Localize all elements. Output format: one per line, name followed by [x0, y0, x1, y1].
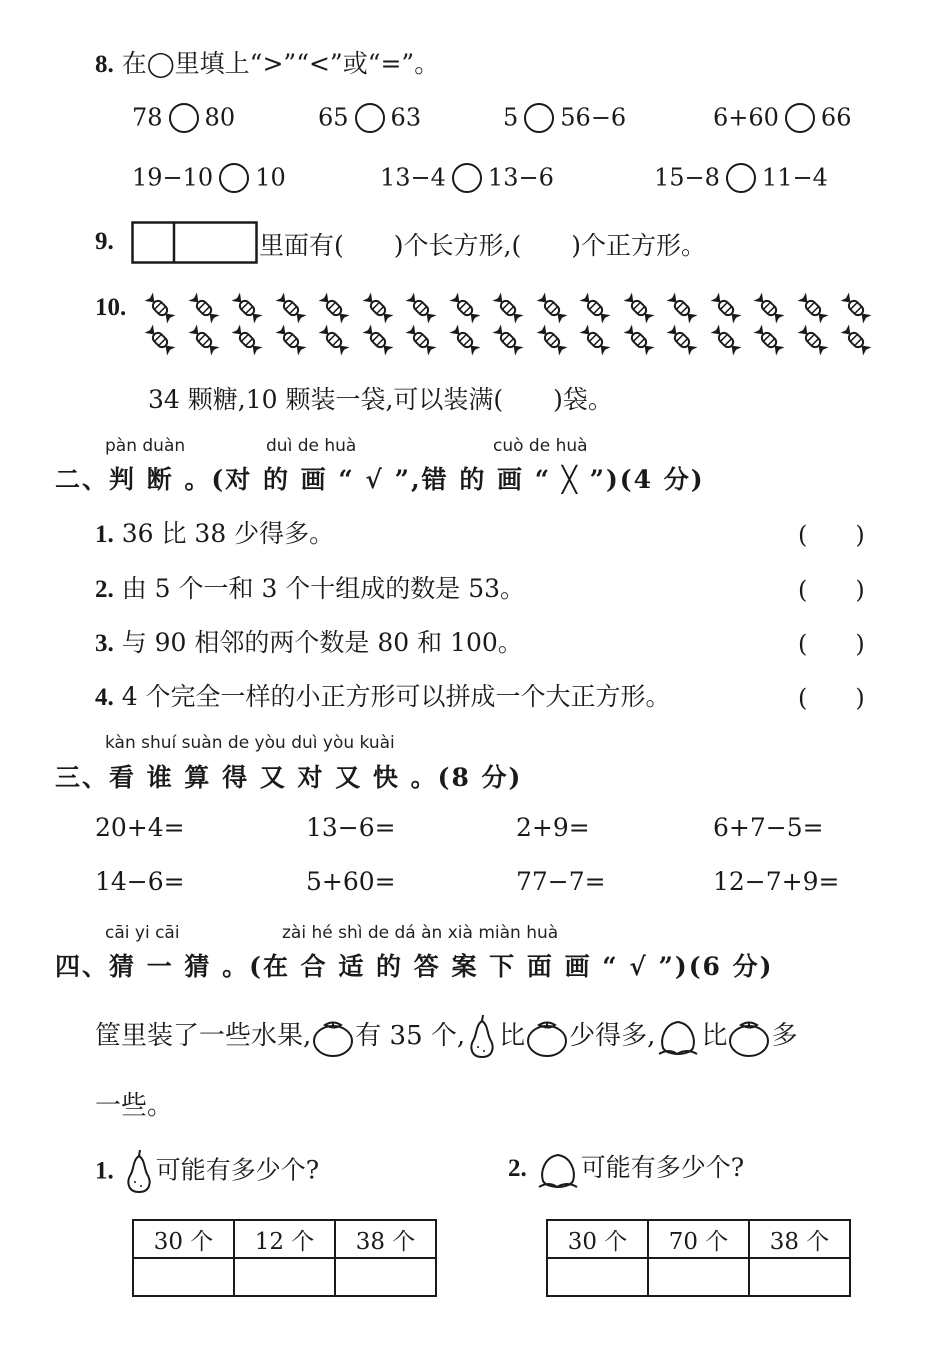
item-text: 与 90 相邻的两个数是 80 和 100。 [121, 628, 523, 657]
candy-icon [271, 320, 311, 360]
q9-rectangle-figure [131, 221, 259, 265]
item-number: 4. [95, 684, 114, 711]
compare-right: 10 [255, 163, 286, 192]
candy-icon [401, 320, 441, 360]
calc-item[interactable]: 13−6= [306, 813, 396, 842]
candy-group [140, 288, 880, 360]
sentence-part: 少得多, [569, 1021, 656, 1051]
candy-icon [662, 320, 702, 360]
sentence-part: 比 [499, 1021, 526, 1051]
apple-icon [311, 1016, 355, 1058]
sentence-part: 比 [701, 1021, 728, 1051]
item-text: 由 5 个一和 3 个十组成的数是 53。 [121, 574, 526, 603]
apple-icon [727, 1016, 771, 1058]
answer-cell[interactable] [335, 1258, 436, 1296]
fruit-sentence-end: 一些。 [95, 1091, 174, 1121]
section2-title: 二、判 断 。(对 的 画 “ √ ”,错 的 画 “ ╳ ”)(4 分) [55, 465, 705, 494]
section3-pinyin: kàn shuí suàn de yòu duì yòu kuài [105, 733, 395, 753]
fruit-sentence [95, 1013, 797, 1061]
q9-number-label: 9. [95, 228, 114, 255]
answer-cell[interactable] [749, 1258, 850, 1296]
sentence-part: 有 35 个, [355, 1021, 466, 1051]
candy-icon [532, 320, 572, 360]
answer-circle[interactable] [726, 163, 756, 193]
answer-circle[interactable] [169, 103, 199, 133]
question-text: 可能有多少个? [580, 1153, 745, 1182]
q8-item-7 [654, 162, 828, 193]
pear-icon [465, 1013, 499, 1061]
answer-circle[interactable] [219, 163, 249, 193]
compare-right: 13−6 [487, 163, 554, 192]
candy-icon [488, 320, 528, 360]
option-label: 70 个 [648, 1220, 749, 1258]
apple-icon [525, 1016, 569, 1058]
q8-item-6 [380, 162, 554, 193]
answer-circle[interactable] [524, 103, 554, 133]
compare-right: 56−6 [560, 103, 627, 132]
q8-item-1 [132, 102, 235, 133]
answer-circle[interactable] [785, 103, 815, 133]
q8-item-5 [132, 162, 286, 193]
candy-icon [314, 320, 354, 360]
judge-item-4 [95, 677, 671, 713]
candy-icon [227, 320, 267, 360]
sentence-part: 多 [771, 1021, 798, 1051]
guess-question-1 [95, 1148, 319, 1196]
section2-pinyin-1: pàn duàn [105, 436, 186, 456]
q10-text: 34 颗糖,10 颗装一袋,可以装满( )袋。 [148, 385, 613, 414]
answer-cell[interactable] [133, 1258, 234, 1296]
candy-icon [793, 320, 833, 360]
item-text: 36 比 38 少得多。 [121, 519, 335, 548]
calc-item[interactable]: 20+4= [95, 813, 185, 842]
item-number: 1. [95, 521, 114, 548]
section2-pinyin-3: cuò de huà [493, 436, 588, 456]
compare-left: 15−8 [654, 163, 720, 192]
compare-left: 13−4 [380, 163, 446, 192]
calc-item[interactable]: 12−7+9= [713, 867, 840, 896]
calc-item[interactable]: 6+7−5= [713, 813, 824, 842]
compare-left: 5 [503, 103, 519, 132]
answer-parentheses[interactable]: ( ) [798, 576, 865, 604]
candy-icon [445, 320, 485, 360]
candy-icon [749, 320, 789, 360]
item-number: 2. [508, 1155, 527, 1182]
option-label: 30 个 [133, 1220, 234, 1258]
section4-pinyin-1: cāi yi cāi [105, 923, 180, 943]
candy-icon [358, 320, 398, 360]
q8-item-2 [318, 102, 421, 133]
q8-item-4 [713, 102, 851, 133]
peach-icon [535, 1149, 581, 1191]
pear-icon [122, 1148, 156, 1196]
option-label: 38 个 [749, 1220, 850, 1258]
calc-item[interactable]: 77−7= [516, 867, 606, 896]
option-label: 38 个 [335, 1220, 436, 1258]
options-table-1 [132, 1219, 437, 1297]
peach-icon [655, 1016, 701, 1058]
candy-icon [706, 320, 746, 360]
answer-cell[interactable] [648, 1258, 749, 1296]
q9-text: 里面有( )个长方形,( )个正方形。 [259, 231, 706, 260]
candy-icon [575, 320, 615, 360]
section4-pinyin-2: zài hé shì de dá àn xià miàn huà [282, 923, 559, 943]
calc-item[interactable]: 14−6= [95, 867, 185, 896]
question-text: 可能有多少个? [155, 1155, 320, 1185]
q8-prompt-line [95, 44, 439, 80]
candy-icon [140, 320, 180, 360]
candy-icon [619, 320, 659, 360]
calc-item[interactable]: 5+60= [306, 867, 396, 896]
answer-circle[interactable] [452, 163, 482, 193]
item-text: 4 个完全一样的小正方形可以拼成一个大正方形。 [121, 682, 671, 711]
compare-right: 80 [204, 103, 236, 132]
calc-item[interactable]: 2+9= [516, 813, 590, 842]
q10-number [95, 292, 126, 322]
option-label: 30 个 [547, 1220, 648, 1258]
answer-cell[interactable] [234, 1258, 335, 1296]
compare-left: 6+60 [713, 103, 779, 132]
q10-number-label: 10. [95, 294, 127, 321]
item-number: 2. [95, 576, 114, 603]
answer-parentheses[interactable]: ( ) [798, 684, 865, 712]
compare-left: 65 [318, 103, 349, 132]
compare-right: 66 [820, 103, 852, 132]
compare-right: 63 [390, 103, 422, 132]
compare-left: 19−10 [132, 163, 214, 192]
section4-title: 四、猜 一 猜 。(在 合 适 的 答 案 下 面 画 “ √ ”)(6 分) [55, 952, 774, 981]
guess-question-2 [508, 1148, 744, 1191]
answer-parentheses[interactable]: ( ) [798, 521, 865, 549]
answer-circle[interactable] [355, 103, 385, 133]
q9-number [95, 226, 114, 256]
compare-left: 78 [132, 103, 163, 132]
answer-parentheses[interactable]: ( ) [798, 630, 865, 658]
option-label: 12 个 [234, 1220, 335, 1258]
q8-number: 8. [95, 51, 114, 78]
q8-prompt: 在◯里填上“>”“<”或“=”。 [121, 49, 440, 78]
judge-item-3 [95, 623, 523, 659]
compare-right: 11−4 [761, 163, 828, 192]
q8-item-3 [503, 102, 626, 133]
judge-item-2 [95, 569, 525, 605]
section2-pinyin-2: duì de huà [266, 436, 357, 456]
options-table-2 [546, 1219, 851, 1297]
item-number: 1. [95, 1157, 114, 1185]
answer-cell[interactable] [547, 1258, 648, 1296]
candy-icon [184, 320, 224, 360]
sentence-part: 筐里装了一些水果, [95, 1021, 312, 1051]
section3-title: 三、看 谁 算 得 又 对 又 快 。(8 分) [55, 763, 523, 792]
candy-icon [836, 320, 876, 360]
judge-item-1 [95, 514, 334, 550]
item-number: 3. [95, 630, 114, 657]
